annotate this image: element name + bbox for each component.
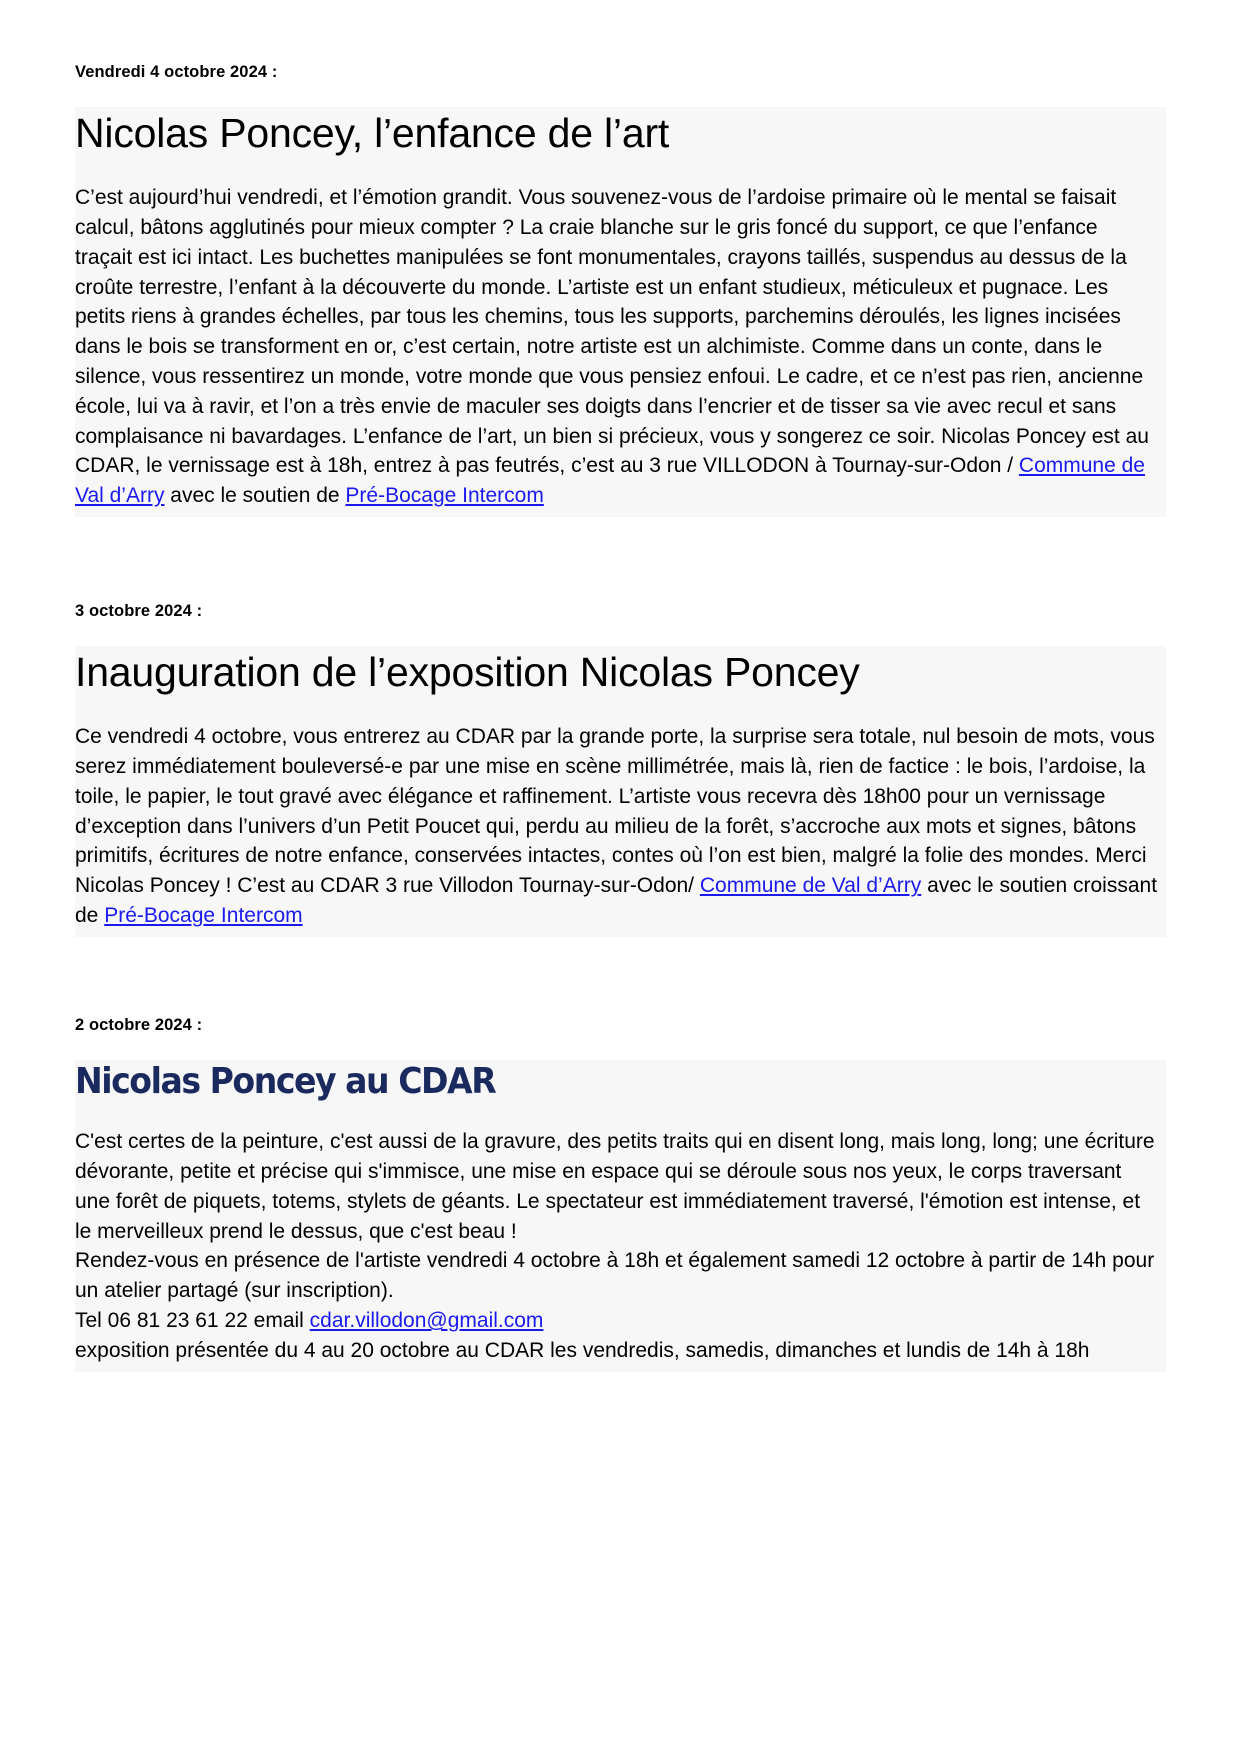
paragraph-text: avec le soutien croissant de bbox=[75, 874, 1158, 928]
link-pre-bocage-intercom[interactable]: Pré-Bocage Intercom bbox=[104, 904, 303, 928]
link-email-cdar[interactable]: cdar.villodon@gmail.com bbox=[309, 1309, 544, 1333]
entry-date: 3 octobre 2024 : bbox=[75, 602, 203, 621]
paragraph-text: avec le soutien de bbox=[164, 484, 346, 508]
paragraph-text: Ce vendredi 4 octobre, vous entrerez au CDAR par la grande porte, la surprise sera totale, nul besoin de mots, vous serez immédiatement bouleversé-e par une mise en scène millimétrée, mais là, rien de factice : le bois, l’ardoise, la toile, le papier, le tout gravé avec élégance et raffinement. L’artiste vous recevra dès 18h00 pour un vernissage d’exception dans l’univers d’un Petit Poucet qui, perdu au milieu de la forêt, s’accroche aux mots et signes, bâtons primitifs, écritures de notre enfance, conservées intactes, contes où l’on est bien, malgré la folie des mondes. Merci Nicolas Poncey ! C’est au CDAR 3 rue Villodon Tournay-sur-Odon/ bbox=[75, 725, 1155, 898]
entry-body bbox=[75, 107, 1166, 517]
paragraph-text: Rendez-vous en présence de l'artiste vendredi 4 octobre à 18h et également samedi 12 octobre à partir de 14h pour un atelier partagé (sur inscription). bbox=[75, 1249, 1155, 1303]
link-pre-bocage-intercom[interactable]: Pré-Bocage Intercom bbox=[345, 484, 544, 508]
entry-title: Nicolas Poncey, l’enfance de l’art bbox=[75, 109, 670, 156]
entry-paragraph bbox=[75, 722, 1160, 931]
entry-paragraph bbox=[75, 1336, 1160, 1366]
entry-body bbox=[75, 1060, 1166, 1372]
news-entry bbox=[75, 1013, 1166, 1372]
paragraph-text: C'est certes de la peinture, c'est aussi de la gravure, des petits traits qui en disent long, mais long, long; une écriture dévorante, petite et précise qui s'immisce, une mise en espace qui se déroule sous nos yeux, le corps traversant une forêt de piquets, totems, stylets de géants. Le spectateur est immédiatement traversé, l'émotion est intense, et le merveilleux prend le dessus, que c'est beau ! bbox=[75, 1130, 1155, 1243]
entry-paragraph bbox=[75, 1306, 1160, 1336]
entry-date: Vendredi 4 octobre 2024 : bbox=[75, 63, 278, 81]
paragraph-text: C’est aujourd’hui vendredi, et l’émotion grandit. Vous souvenez-vous de l’ardoise primaire où le mental se faisait calcul, bâtons agglutinés pour mieux compter ? La craie blanche sur le gris foncé du support, ce que l’enfance traçait est ici intact. Les buchettes manipulées se font monumentales, crayons taillés, suspendus au dessus de la croûte terrestre, l’enfant à la découverte du monde. L’artiste est un enfant studieux, méticuleux et pugnace. Les petits riens à grandes échelles, par tous les chemins, tous les supports, parchemins déroulés, les lignes incisées dans le bois se transforment en or, c’est certain, notre artiste est un alchimiste. Comme dans un conte, dans le silence, vous ressentirez un monde, votre monde que vous pensiez enfoui. Le cadre, et ce n’est pas rien, ancienne école, lui va à ravir, et l’on a très envie de maculer ses doigts dans l’encrier et de tisser sa vie avec recul et sans complaisance ni bavardages. L’enfance de l’art, un bien si précieux, vous y songerez ce soir. Nicolas Poncey est au CDAR, le vernissage est à 18h, entrez à pas feutrés, c’est au 3 rue VILLODON à Tournay-sur-Odon / bbox=[75, 186, 1149, 478]
entry-paragraph bbox=[75, 1246, 1160, 1306]
entry-paragraph bbox=[75, 1127, 1160, 1246]
entry-spacer bbox=[75, 547, 1166, 599]
entry-title: Nicolas Poncey au CDAR bbox=[75, 1060, 496, 1102]
link-commune-val-darry[interactable]: Commune de Val d’Arry bbox=[699, 874, 922, 898]
paragraph-text: exposition présentée du 4 au 20 octobre au CDAR les vendredis, samedis, dimanches et lundis de 14h à 18h bbox=[75, 1338, 1090, 1362]
news-entry bbox=[75, 599, 1166, 937]
entry-date: 2 octobre 2024 : bbox=[75, 1015, 203, 1034]
entry-spacer bbox=[75, 967, 1166, 1013]
link-commune-val-darry[interactable]: Commune de Val d’Arry bbox=[75, 454, 1145, 508]
entry-body bbox=[75, 646, 1166, 937]
entry-title: Inauguration de l’exposition Nicolas Poncey bbox=[75, 648, 860, 695]
news-entry bbox=[75, 60, 1166, 517]
entry-paragraph bbox=[75, 183, 1160, 511]
paragraph-text: Tel 06 81 23 61 22 email bbox=[75, 1309, 310, 1333]
